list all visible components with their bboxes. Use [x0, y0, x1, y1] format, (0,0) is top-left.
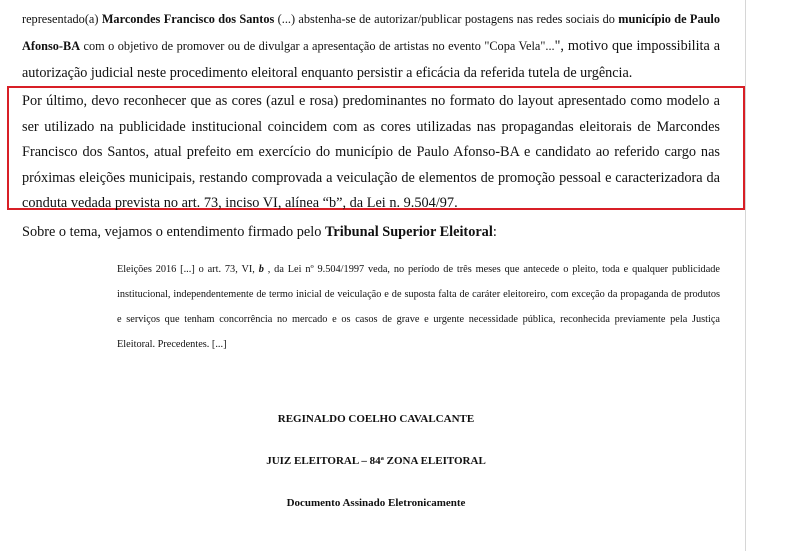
paragraph1-text-2: (...) abstenha-se de autorizar/publicar postagens nas redes sociais do [274, 12, 619, 26]
paragraph1-name: Marcondes Francisco dos Santos [101, 12, 275, 26]
paragraph1-text-4: ", motivo que impossibilita a autorização judicial neste procedimento eleitoral enquanto persistir a eficácia da referida tutela de urgência. [22, 38, 720, 81]
highlighted-paragraph: Por último, devo reconhecer que as cores (azul e rosa) predominantes no formato do layout apresentado como modelo a ser utilizado na publicidade institucional coincidem com as cores utilizadas nas propagandas eleitorais de Marcondes Francisco dos Santos, atual prefeito em exercício do município de Paulo Afonso-BA e candidato ao referido cargo nas próximas eleições municipais, restando comprovada a veiculação de elementos de promoção pessoal e caracterizadora da conduta vedada prevista no art. 73, inciso VI, alínea “b”, da Lei n. 9.504/97. [22, 93, 720, 211]
paragraph3-lead: Sobre o tema, vejamos o entendimento firmado pelo [22, 224, 325, 240]
paragraph-order-text [22, 6, 720, 87]
paragraph1-text-1: representado(a) [22, 12, 102, 26]
signature-note: Documento Assinado Eletronicamente [286, 497, 466, 509]
jurisprudence-quote [117, 257, 720, 357]
paragraph-tse-intro [22, 221, 720, 243]
signature-name: REGINALDO COELHO CAVALCANTE [277, 413, 475, 425]
page-edge-divider [745, 0, 746, 551]
paragraph1-municipality: município de Paulo Afonso-BA [22, 12, 720, 53]
quote-text-1: Eleições 2016 [...] o art. 73, VI, [117, 264, 259, 275]
quote-text-2: , da Lei nº 9.504/1997 veda, no período de três meses que antecede o pleito, toda e qualquer publicidade institucional, independentemente de termo inicial de veiculação e de suposta falta de caráter eleitoreiro, com exceção da propaganda de produtos e serviços que tenham concorrência no mercado e os casos de grave e urgente necessidade pública, reconhecida previamente pela Justiça Eleitoral. Precedentes. [...] [117, 264, 720, 350]
paragraph3-court: Tribunal Superior Eleitoral [324, 224, 493, 240]
signature-role: JUIZ ELEITORAL – 84ª ZONA ELEITORAL [266, 455, 486, 467]
quote-letter: b [258, 264, 264, 275]
paragraph1-text-3: com o objetivo de promover ou de divulgar a apresentação de artistas no evento "Copa Vela"... [80, 39, 555, 53]
paragraph3-end: : [492, 224, 497, 240]
